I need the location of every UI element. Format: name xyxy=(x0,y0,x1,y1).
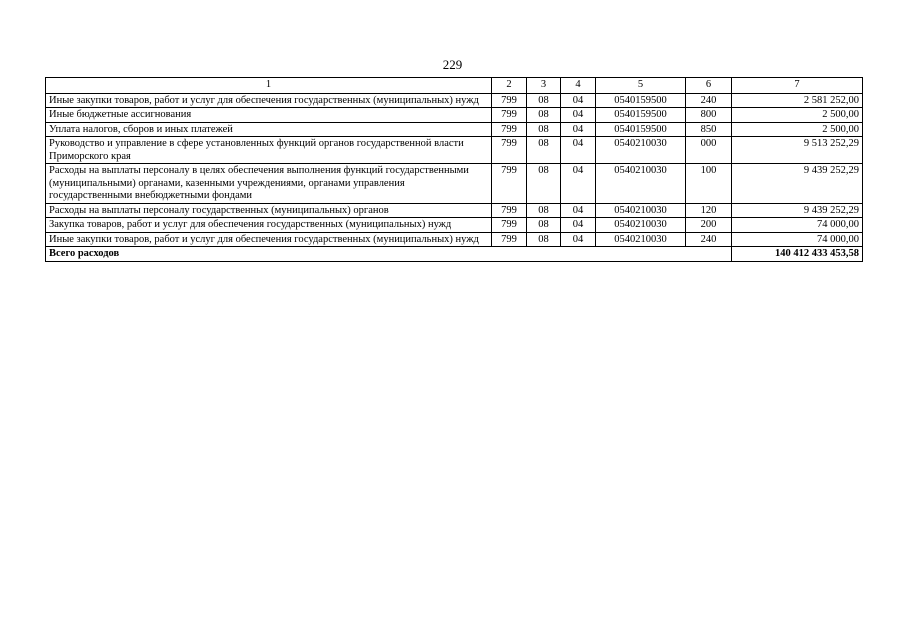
code-cell: 0540159500 xyxy=(596,108,686,123)
code-cell: 000 xyxy=(686,137,732,164)
code-cell: 799 xyxy=(492,218,527,233)
amount-cell: 2 500,00 xyxy=(732,122,863,137)
code-cell: 0540159500 xyxy=(596,93,686,108)
code-cell: 08 xyxy=(527,232,561,247)
header-cell: 5 xyxy=(596,78,686,94)
code-cell: 799 xyxy=(492,164,527,204)
code-cell: 240 xyxy=(686,93,732,108)
code-cell: 799 xyxy=(492,203,527,218)
code-cell: 800 xyxy=(686,108,732,123)
amount-cell: 2 500,00 xyxy=(732,108,863,123)
table-row xyxy=(46,164,863,204)
code-cell: 08 xyxy=(527,108,561,123)
code-cell: 0540210030 xyxy=(596,137,686,164)
code-cell: 08 xyxy=(527,218,561,233)
table-header-row xyxy=(46,78,863,94)
code-cell: 08 xyxy=(527,93,561,108)
code-cell: 0540159500 xyxy=(596,122,686,137)
expense-name: Руководство и управление в сфере установленных функций органов государственной власти Приморского края xyxy=(46,137,492,164)
code-cell: 850 xyxy=(686,122,732,137)
table-row xyxy=(46,108,863,123)
expense-name: Расходы на выплаты персоналу государственных (муниципальных) органов xyxy=(46,203,492,218)
table-row xyxy=(46,93,863,108)
code-cell: 0540210030 xyxy=(596,164,686,204)
code-cell: 799 xyxy=(492,93,527,108)
code-cell: 04 xyxy=(561,137,596,164)
code-cell: 0540210030 xyxy=(596,203,686,218)
amount-cell: 9 439 252,29 xyxy=(732,203,863,218)
header-cell: 7 xyxy=(732,78,863,94)
table-row xyxy=(46,218,863,233)
table-row xyxy=(46,137,863,164)
code-cell: 08 xyxy=(527,137,561,164)
code-cell: 04 xyxy=(561,203,596,218)
code-cell: 799 xyxy=(492,122,527,137)
table-row xyxy=(46,122,863,137)
code-cell: 04 xyxy=(561,232,596,247)
amount-cell: 74 000,00 xyxy=(732,218,863,233)
code-cell: 08 xyxy=(527,164,561,204)
code-cell: 799 xyxy=(492,232,527,247)
header-cell: 1 xyxy=(46,78,492,94)
total-row xyxy=(46,247,863,262)
header-cell: 4 xyxy=(561,78,596,94)
code-cell: 04 xyxy=(561,164,596,204)
code-cell: 0540210030 xyxy=(596,218,686,233)
code-cell: 08 xyxy=(527,203,561,218)
code-cell: 120 xyxy=(686,203,732,218)
amount-cell: 9 439 252,29 xyxy=(732,164,863,204)
table-row xyxy=(46,203,863,218)
table-row xyxy=(46,232,863,247)
code-cell: 04 xyxy=(561,218,596,233)
page-number: 229 xyxy=(442,57,463,72)
code-cell: 04 xyxy=(561,108,596,123)
expense-name: Иные закупки товаров, работ и услуг для обеспечения государственных (муниципальных) нужд xyxy=(46,232,492,247)
header-cell: 3 xyxy=(527,78,561,94)
code-cell: 240 xyxy=(686,232,732,247)
code-cell: 0540210030 xyxy=(596,232,686,247)
code-cell: 100 xyxy=(686,164,732,204)
code-cell: 04 xyxy=(561,122,596,137)
expense-name: Закупка товаров, работ и услуг для обеспечения государственных (муниципальных) нужд xyxy=(46,218,492,233)
expense-name: Иные бюджетные ассигнования xyxy=(46,108,492,123)
budget-table xyxy=(45,77,863,262)
total-label: Всего расходов xyxy=(46,247,732,262)
amount-cell: 9 513 252,29 xyxy=(732,137,863,164)
code-cell: 04 xyxy=(561,93,596,108)
amount-cell: 2 581 252,00 xyxy=(732,93,863,108)
code-cell: 200 xyxy=(686,218,732,233)
code-cell: 799 xyxy=(492,108,527,123)
code-cell: 08 xyxy=(527,122,561,137)
amount-cell: 74 000,00 xyxy=(732,232,863,247)
code-cell: 799 xyxy=(492,137,527,164)
expense-name: Иные закупки товаров, работ и услуг для обеспечения государственных (муниципальных) нужд xyxy=(46,93,492,108)
header-cell: 2 xyxy=(492,78,527,94)
expense-name: Расходы на выплаты персоналу в целях обеспечения выполнения функций государственными (муниципальными) органами, казенными учреждениями, органами управления государственными внебюджетными фондами xyxy=(46,164,492,204)
expense-name: Уплата налогов, сборов и иных платежей xyxy=(46,122,492,137)
total-amount: 140 412 433 453,58 xyxy=(732,247,863,262)
header-cell: 6 xyxy=(686,78,732,94)
